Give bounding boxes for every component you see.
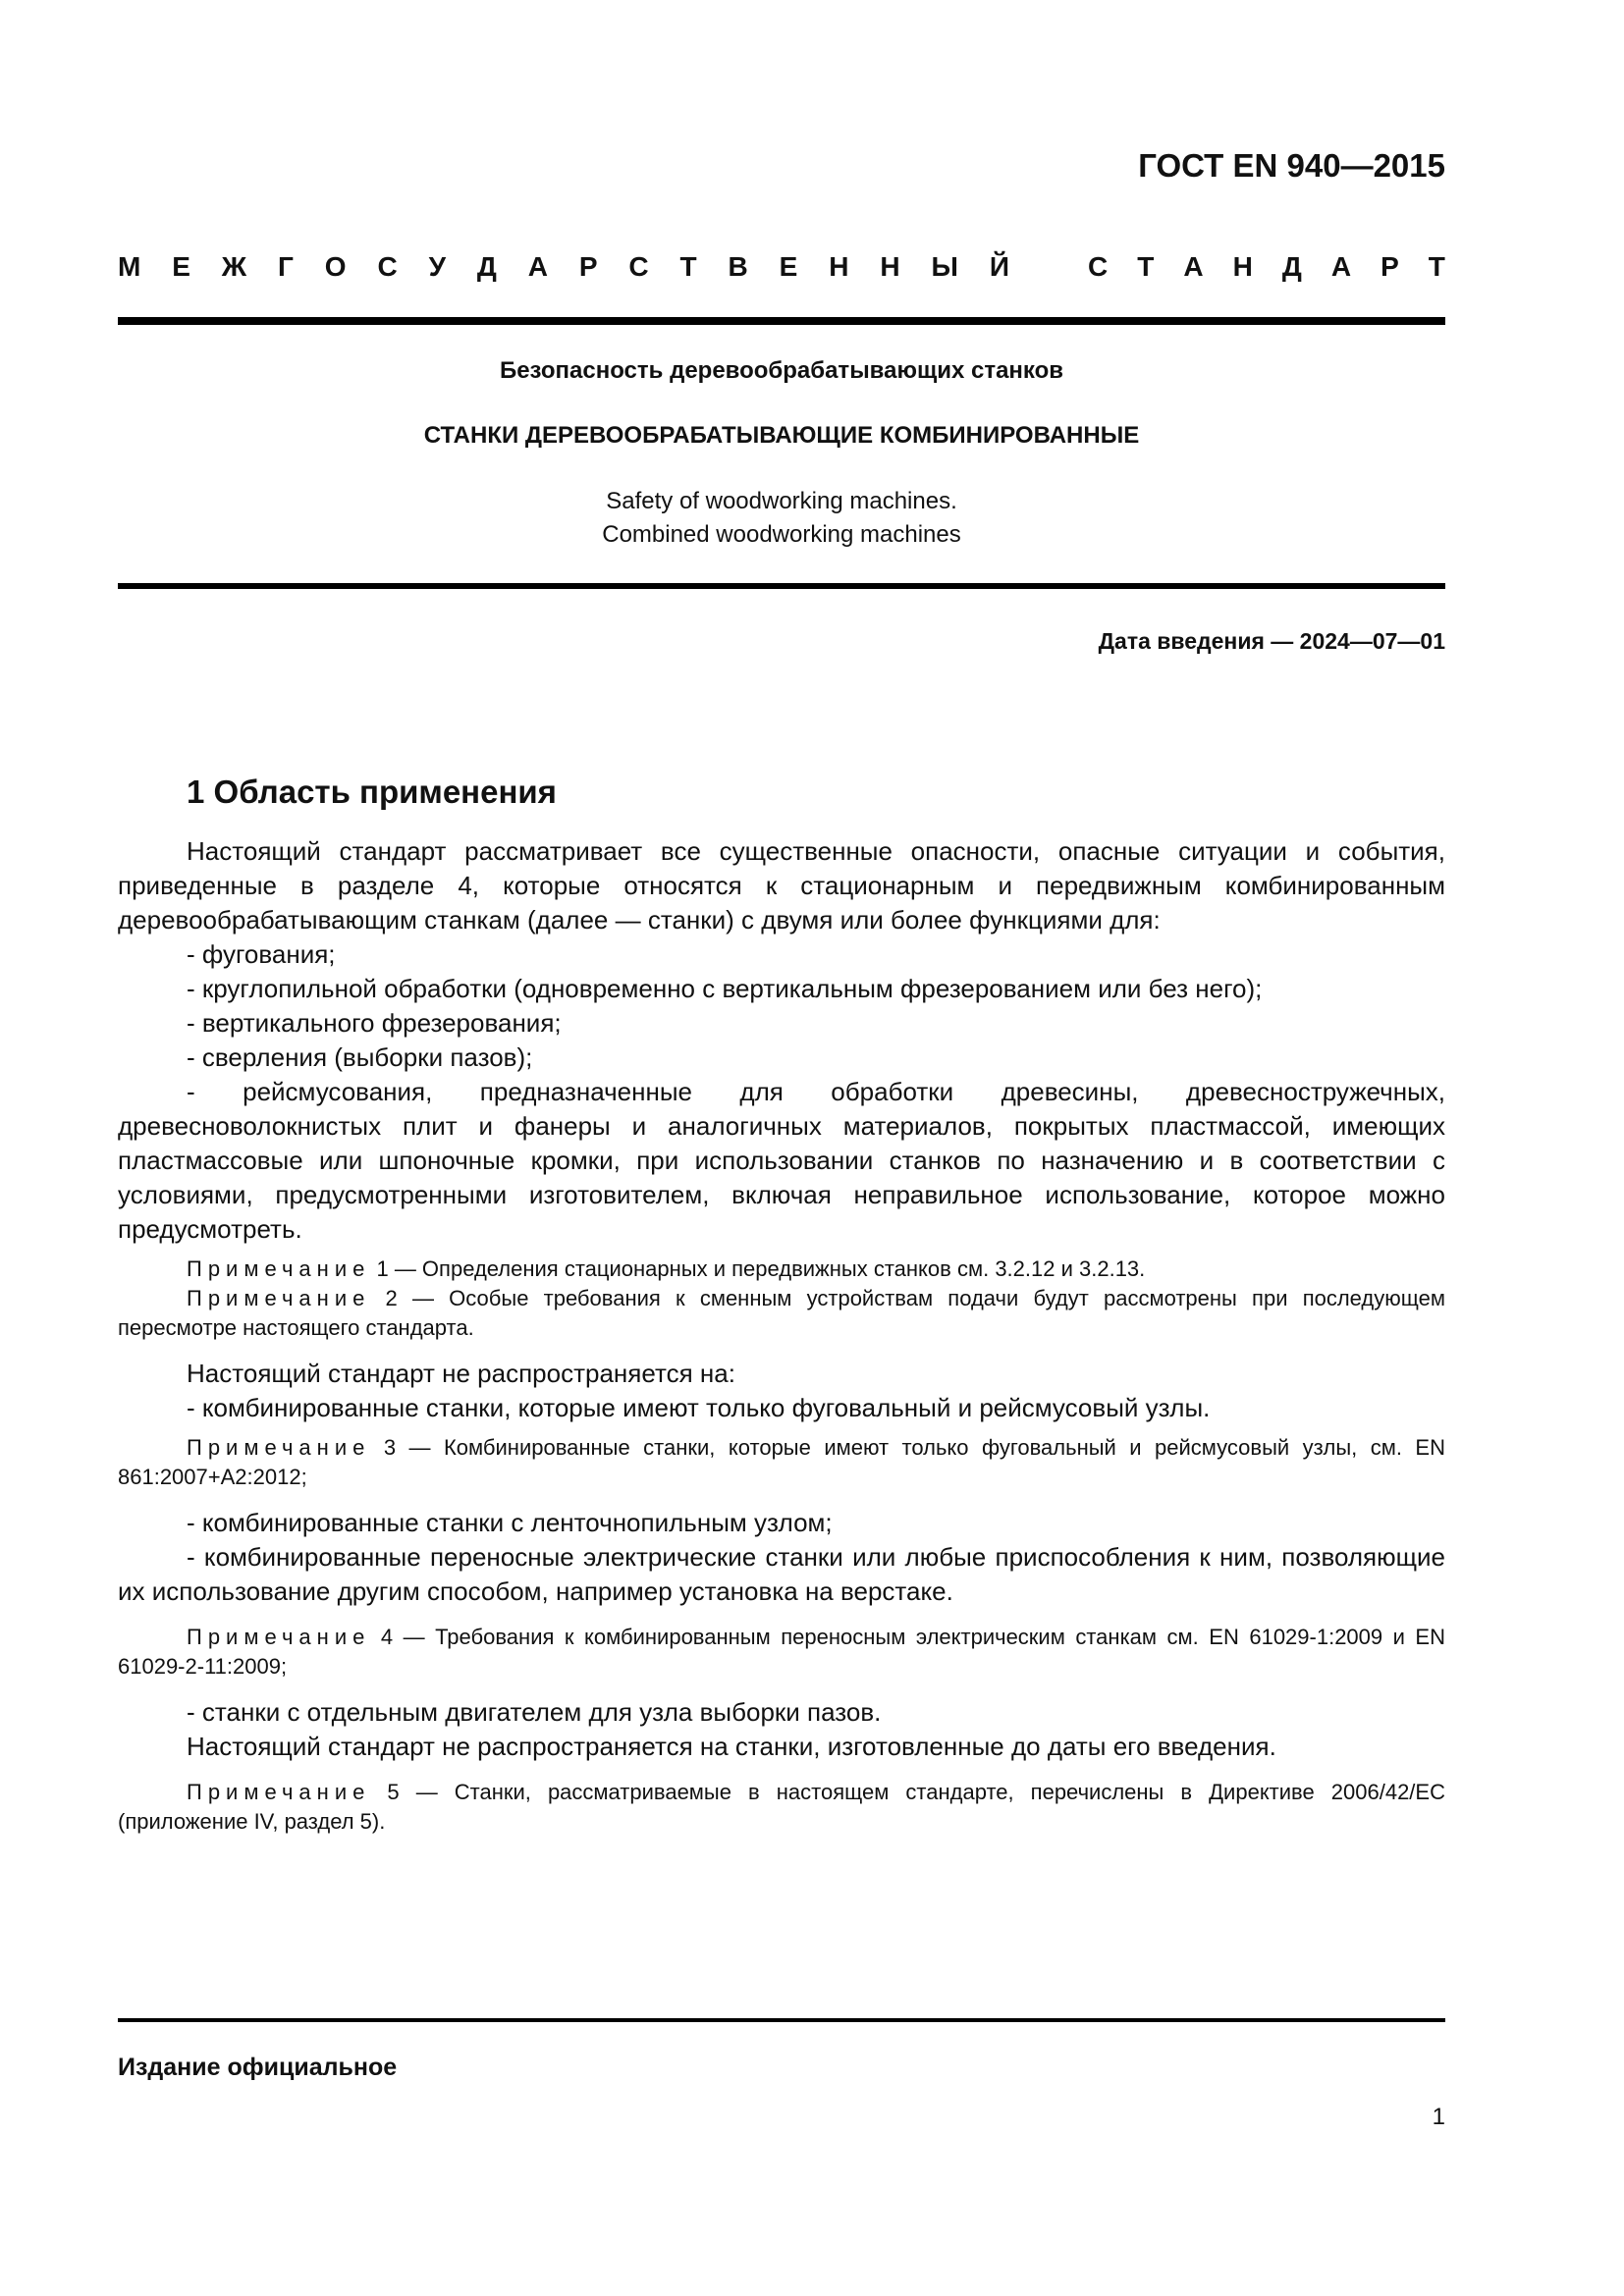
note-label: Примечание <box>187 1286 371 1310</box>
category-letter: Н <box>829 251 849 282</box>
paragraph: - рейсмусования, предназначенные для обработки древесины, древесностружечных, древесноволокнистых плит и фанеры и аналогичных материалов, покрытых пластмассой, имеющих пластмассовые или шпоночные кромки, при использовании станков по назначению и в соответствии с условиями, предусмотренными изготовителем, включая неправильное использование, которое можно предусмотреть. <box>118 1077 1445 1244</box>
paragraph: - комбинированные переносные электрические станки или любые приспособления к ним, позволяющие их использование другим способом, например установка на верстаке. <box>118 1542 1445 1606</box>
note-text: 3 — Комбинированные станки, которые имеют только фуговальный и рейсмусовый узлы, см. EN 861:2007+A2:2012; <box>118 1435 1445 1489</box>
category-letter: У <box>428 251 446 282</box>
footer-rule <box>118 2018 1445 2022</box>
english-title-line-1: Safety of woodworking machines. <box>606 488 957 514</box>
list-item: - фугования; <box>187 939 336 969</box>
category-letter: О <box>324 251 347 282</box>
note-5 <box>118 1778 1445 1837</box>
note-label: Примечание <box>187 1256 371 1281</box>
introduction-date: Дата введения — 2024—07—01 <box>1098 628 1445 654</box>
category-letter: С <box>628 251 649 282</box>
note-label: Примечание <box>187 1435 371 1460</box>
list-item: - вертикального фрезерования; <box>187 1008 562 1038</box>
english-title-line-2: Combined woodworking machines <box>602 521 961 548</box>
function-list <box>118 937 1445 1075</box>
category-letter: Г <box>278 251 294 282</box>
list-item: - круглопильной обработки (одновременно с вертикальным фрезерованием или без него); <box>187 974 1263 1003</box>
category-letter: Д <box>1281 251 1302 282</box>
paragraph: - комбинированные станки, которые имеют только фуговальный и рейсмусовый узлы. <box>187 1393 1211 1422</box>
category-letter: Н <box>880 251 900 282</box>
category-letter: А <box>1183 251 1204 282</box>
category-letter: С <box>377 251 398 282</box>
category-letter: Ж <box>221 251 247 282</box>
category-letter: М <box>118 251 141 282</box>
category-letter: Т <box>1137 251 1155 282</box>
note-1 <box>118 1255 1445 1284</box>
note-text: 4 — Требования к комбинированным переносным электрическим станкам см. EN 61029-1:2009 и EN 61029-2-11:2009; <box>118 1625 1445 1679</box>
category-letter: Р <box>578 251 598 282</box>
category-word-interstate <box>118 251 1009 283</box>
note-text: 1 — Определения стационарных и передвижных станков см. 3.2.12 и 3.2.13. <box>376 1256 1146 1281</box>
note-2 <box>118 1284 1445 1343</box>
paragraph: - станки с отдельным двигателем для узла выборки пазов. <box>187 1697 882 1727</box>
category-letter: А <box>527 251 548 282</box>
category-letter: Е <box>779 251 798 282</box>
category-letter: В <box>728 251 748 282</box>
category-letter: Н <box>1232 251 1253 282</box>
title-rule <box>118 583 1445 589</box>
category-letter: Т <box>679 251 697 282</box>
category-letter: Е <box>172 251 190 282</box>
paragraph: Настоящий стандарт не распространяется на станки, изготовленные до даты его введения. <box>187 1732 1276 1761</box>
note-label: Примечание <box>187 1625 371 1649</box>
list-item: - сверления (выборки пазов); <box>187 1042 533 1072</box>
category-letter: Р <box>1380 251 1399 282</box>
category-letter: Ы <box>931 251 958 282</box>
document-subtitle: Безопасность деревообрабатывающих станков <box>499 357 1064 384</box>
paragraph: Настоящий стандарт не распространяется на: <box>187 1359 735 1388</box>
standard-number: ГОСТ EN 940—2015 <box>1138 147 1445 184</box>
category-letter: С <box>1088 251 1109 282</box>
section-heading: 1 Область применения <box>187 774 557 810</box>
category-word-standard <box>1088 251 1445 283</box>
english-title <box>118 485 1445 552</box>
edition-label: Издание официальное <box>118 2054 398 2081</box>
category-letter: Т <box>1428 251 1445 282</box>
document-title: СТАНКИ ДЕРЕВООБРАБАТЫВАЮЩИЕ КОМБИНИРОВАННЫЕ <box>423 422 1140 449</box>
section-body <box>118 834 1445 1837</box>
paragraph: Настоящий стандарт рассматривает все существенные опасности, опасные ситуации и события, приведенные в разделе 4, которые относятся к стационарным и передвижным комбинированным деревообрабатывающим станкам (далее — станки) с двумя или более функциями для: <box>118 836 1445 934</box>
page-number: 1 <box>1432 2104 1445 2130</box>
category-letter: Й <box>989 251 1009 282</box>
note-label: Примечание <box>187 1780 371 1804</box>
header-rule <box>118 317 1445 325</box>
note-text: 2 — Особые требования к сменным устройствам подачи будут рассмотрены при последующем пересмотре настоящего стандарта. <box>118 1286 1445 1340</box>
note-4 <box>118 1623 1445 1682</box>
note-text: 5 — Станки, рассматриваемые в настоящем стандарте, перечислены в Директиве 2006/42/ЕС (приложение IV, раздел 5). <box>118 1780 1445 1834</box>
category-letter: А <box>1330 251 1352 282</box>
paragraph: - комбинированные станки с ленточнопильным узлом; <box>187 1508 833 1537</box>
note-3 <box>118 1433 1445 1492</box>
standard-category <box>118 251 1445 283</box>
category-letter: Д <box>476 251 497 282</box>
